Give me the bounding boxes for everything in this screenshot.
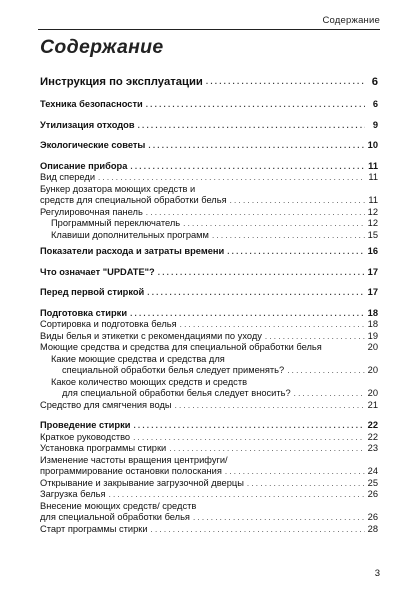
toc-entry [40,400,378,412]
dot-leader [158,267,365,279]
toc-entry-page: 20 [367,365,378,375]
toc-entry-page: 22 [367,420,378,430]
toc-entry-title: Сортировка и подготовка белья [40,319,177,329]
dot-leader [109,489,365,501]
dot-leader [265,331,365,343]
toc-entry [40,207,378,219]
dot-leader [151,524,365,536]
toc-entry [40,230,378,242]
header-divider [38,29,380,30]
dot-leader [146,99,365,111]
toc-entry-page: 26 [367,512,378,522]
toc-entry-page: 20 [367,388,378,398]
dot-leader [98,172,365,184]
toc-entry-page: 17 [367,287,378,297]
dot-leader [193,512,365,524]
toc-entry-title: для специальной обработки белья [40,512,190,522]
toc-entry-page: 6 [372,99,378,109]
toc-entry-title: Инструкция по эксплуатации [40,76,203,88]
toc-entry [40,365,378,377]
toc-entry-title: Старт программы стирки [40,523,148,534]
dot-leader [146,207,365,219]
toc-entry [40,342,378,354]
toc-entry-page: 18 [367,319,378,329]
toc-entry-title: Показатели расхода и затраты времени [40,246,225,256]
toc-entry-title: Моющие средства и средства для специальной обработки белья [40,342,322,352]
toc-entry-page: 10 [367,140,378,150]
toc-entry-title: программирование остановки полоскания [40,466,222,476]
toc-entry [40,466,378,478]
dot-leader [287,365,364,377]
toc-entry-title: Описание прибора [40,160,128,171]
toc-entry [40,140,378,152]
toc-entry-page: 24 [367,466,378,476]
toc-entry-page: 12 [367,206,378,217]
toc-entry [40,377,378,389]
toc-entry [40,161,378,173]
toc-entry-title: Средство для смягчения воды [40,399,172,410]
toc-entry-title: Техника безопасности [40,99,143,109]
toc-entry-page: 11 [368,160,378,171]
toc-entry [40,455,378,467]
toc-entry-title: специальной обработки белья следует применять? [62,365,285,375]
dot-leader [138,120,365,132]
toc-entry [40,478,378,490]
toc-entry-page: 19 [367,330,378,341]
toc-entry-title: Перед первой стиркой [40,287,145,297]
toc-entry-title: Виды белья и этикетки с рекомендациями по уходу [40,330,262,341]
toc-entry [40,195,378,207]
dot-leader [133,432,365,444]
page-number: 3 [374,568,380,579]
toc-entry [40,267,378,279]
toc-entry-page: 9 [372,119,378,130]
dot-leader [206,74,365,90]
toc-entry-title: Установка программы стирки [40,443,167,453]
toc-entry [40,354,378,366]
toc-entry-title: Открывание и закрывание загрузочной дверцы [40,477,244,488]
toc-entry-title: Что означает "UPDATE"? [40,266,155,277]
dot-leader [130,161,365,173]
dot-leader [227,246,364,258]
dot-leader [175,400,365,412]
toc-entry-page: 18 [367,307,378,318]
toc-entry [40,172,378,184]
toc-entry-title: Какое количество моющих средств и средств [51,376,248,387]
toc-entry [40,443,378,455]
dot-leader [230,195,365,207]
toc-entry [40,74,378,90]
toc-entry-title: Подготовка стирки [40,307,128,318]
dot-leader [147,287,364,299]
dot-leader [247,478,365,490]
toc-entry-title: Клавиши дополнительных программ [51,229,209,240]
dot-leader [130,308,365,320]
toc-entry [40,287,378,299]
toc-entry-page: 26 [367,489,378,499]
toc-entry-title: Загрузка белья [40,489,106,499]
toc-entry-title: Экологические советы [40,140,146,150]
table-of-contents [40,74,378,535]
toc-entry [40,420,378,432]
toc-entry-title: Утилизация отходов [40,119,135,130]
toc-entry [40,99,378,111]
toc-entry-page: 15 [367,229,378,240]
toc-entry-page: 21 [367,399,378,410]
toc-entry [40,184,378,196]
toc-entry [40,489,378,501]
toc-entry-page: 23 [367,443,378,453]
toc-entry-page: 22 [367,431,378,442]
toc-entry [40,319,378,331]
toc-entry-page: 12 [367,218,378,228]
toc-entry-title: для специальной обработки белья следует вносить? [62,388,291,398]
toc-entry-page: 6 [371,76,378,88]
toc-entry-page: 25 [367,477,378,488]
toc-entry [40,308,378,320]
dot-leader [180,319,365,331]
toc-entry-title: Изменение частоты вращения центрифуги/ [40,454,228,465]
toc-entry-page: 11 [368,172,378,182]
toc-entry [40,501,378,513]
toc-entry-page: 16 [367,246,378,256]
toc-entry-title: Проведение стирки [40,420,131,430]
toc-entry [40,388,378,400]
dot-leader [294,388,365,400]
toc-entry [40,218,378,230]
toc-entry-title: Бункер дозатора моющих средств и [40,183,196,194]
toc-entry [40,331,378,343]
toc-entry-title: Какие моющие средства и средства для [51,353,225,364]
toc-entry-page: 28 [367,523,378,534]
running-header: Содержание [322,15,380,26]
dot-leader [183,218,365,230]
toc-entry-title: Внесение моющих средств/ средств [40,500,197,511]
dot-leader [133,420,364,432]
dot-leader [225,466,365,478]
dot-leader [212,230,365,242]
toc-entry-title: Вид спереди [40,172,96,182]
toc-entry-page: 20 [367,342,378,352]
dot-leader [169,443,364,455]
toc-entry-title: Краткое руководство [40,431,131,442]
toc-entry-title: Программный переключатель [51,218,181,228]
page-title: Содержание [40,36,164,58]
toc-entry [40,512,378,524]
toc-entry [40,246,378,258]
toc-entry [40,432,378,444]
dot-leader [148,140,364,152]
toc-entry [40,524,378,536]
toc-entry-page: 11 [368,195,378,205]
toc-entry-page: 17 [367,266,378,277]
toc-entry [40,120,378,132]
toc-entry-title: средств для специальной обработки белья [40,195,227,205]
toc-entry-title: Регулировочная панель [40,206,143,217]
